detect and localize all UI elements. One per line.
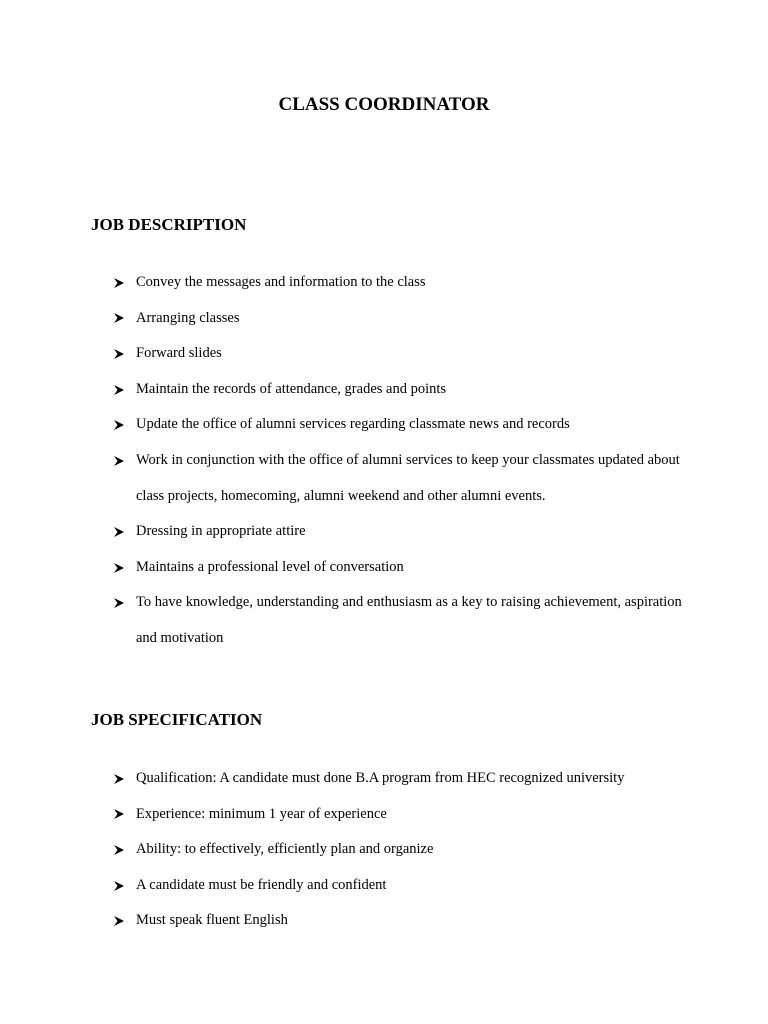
job-description-item-text: Dressing in appropriate attire [136,523,306,540]
arrowhead-bullet-icon [113,301,127,337]
job-description-item [113,336,693,372]
job-description-item-text: Arranging classes [136,309,240,326]
job-description-item [113,514,693,550]
job-description-item [113,301,693,337]
job-description-item-text: Maintain the records of attendance, grades and points [136,380,447,397]
job-specification-item-text: A candidate must be friendly and confident [136,876,387,893]
arrowhead-bullet-icon [113,407,127,443]
job-description-item [113,550,693,586]
job-description-item [113,407,693,443]
arrowhead-bullet-icon [113,265,127,301]
job-specification-heading: JOB SPECIFICATION [91,710,263,729]
job-description-item-text: Maintains a professional level of conversation [136,558,404,575]
job-specification-item-text: Ability: to effectively, efficiently plan and organize [136,841,434,858]
arrowhead-bullet-icon [113,585,127,621]
arrowhead-bullet-icon [113,514,127,550]
arrowhead-bullet-icon [113,903,127,939]
job-specification-item-text: Must speak fluent English [136,912,288,929]
arrowhead-bullet-icon [113,797,127,833]
job-specification-item [113,832,693,868]
arrowhead-bullet-icon [113,832,127,868]
job-description-item-text: Work in conjunction with the office of alumni services to keep your classmates updated about class projects, homecoming, alumni weekend and other alumni events. [136,451,680,504]
job-description-item [113,265,693,301]
job-description-list [113,265,693,657]
job-specification-item [113,868,693,904]
arrowhead-bullet-icon [113,443,127,479]
job-specification-item [113,761,693,797]
page-title: CLASS COORDINATOR [278,94,490,115]
job-specification-item-text: Experience: minimum 1 year of experience [136,805,387,822]
arrowhead-bullet-icon [113,868,127,904]
arrowhead-bullet-icon [113,761,127,797]
job-specification-list [113,761,693,939]
job-specification-item-text: Qualification: A candidate must done B.A program from HEC recognized university [136,770,625,786]
job-description-item [113,585,693,656]
job-description-item [113,372,693,408]
job-description-item [113,443,693,514]
job-specification-item [113,797,693,833]
job-specification-item [113,903,693,939]
job-description-item-text: Convey the messages and information to the class [136,274,426,290]
job-description-heading: JOB DESCRIPTION [91,215,247,234]
arrowhead-bullet-icon [113,336,127,372]
job-description-item-text: Forward slides [136,345,222,362]
job-description-item-text: To have knowledge, understanding and enthusiasm as a key to raising achievement, aspiration and motivation [136,594,682,646]
arrowhead-bullet-icon [113,372,127,408]
arrowhead-bullet-icon [113,550,127,586]
job-description-item-text: Update the office of alumni services regarding classmate news and records [136,416,570,433]
